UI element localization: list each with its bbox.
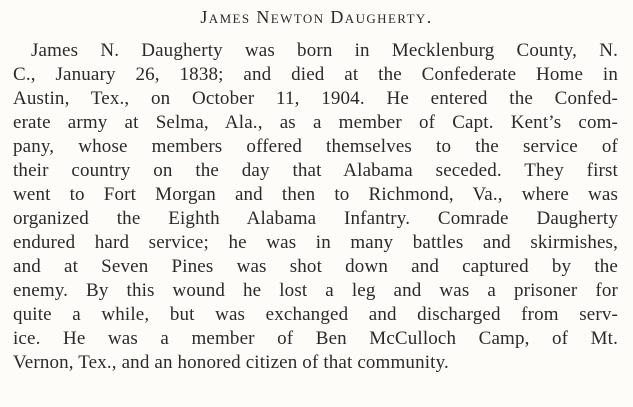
body-line: James N. Daugherty was born in Mecklenburg County, N. [31,40,618,61]
body-line: ice. He was a member of Ben McCulloch Camp, of Mt. [13,328,618,349]
body-line: their country on the day that Alabama seceded. They first [13,160,618,181]
body-line: pany, whose members offered themselves to the service of [13,136,618,157]
body-line: Austin, Tex., on October 11, 1904. He entered the Confed- [13,88,618,109]
body-line: enemy. By this wound he lost a leg and was a prisoner for [13,280,618,301]
body-line: Vernon, Tex., and an honored citizen of that community. [13,352,449,373]
article-title: James Newton Daugherty. [200,7,433,27]
body-line: C., January 26, 1838; and died at the Confederate Home in [13,64,618,85]
body-line: erate army at Selma, Ala., as a member of Capt. Kent’s com- [13,112,618,133]
body-line: endured hard service; he was in many battles and skirmishes, [13,232,618,253]
body-line: organized the Eighth Alabama Infantry. Comrade Daugherty [13,208,618,229]
body-line: quite a while, but was exchanged and discharged from serv- [13,304,618,325]
body-line: went to Fort Morgan and then to Richmond, Va., where was [13,184,618,205]
body-line: and at Seven Pines was shot down and captured by the [13,256,618,277]
